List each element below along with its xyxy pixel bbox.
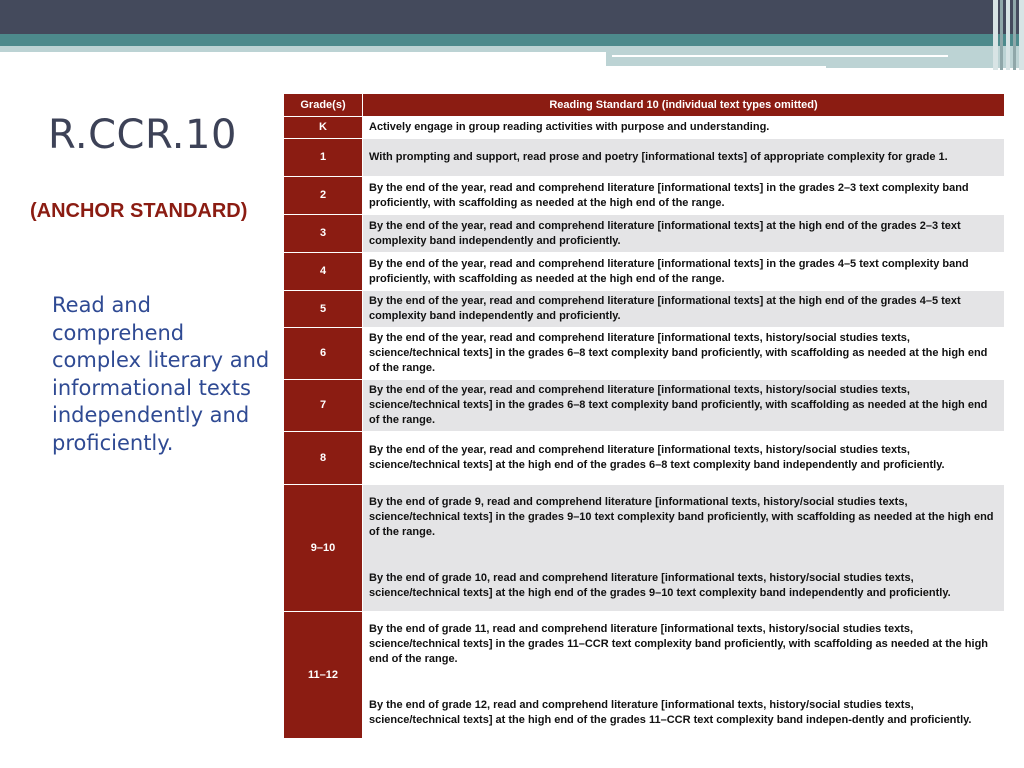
slide-title: R.CCR.10 bbox=[48, 112, 237, 158]
standard-text: By the end of grade 10, read and comprehend literature [informational texts, history/social studies texts, science/technical texts] at the high end of the grades 9–10 text complexity band independently and proficiently. bbox=[369, 572, 951, 599]
standard-text: By the end of the year, read and comprehend literature [informational texts] at the high end of the grades 2–3 text complexity band independently and proficiently. bbox=[369, 219, 961, 247]
banner-accent-line bbox=[606, 66, 826, 68]
anchor-standard-text: Read and comprehend complex literary and informational texts independently and proficiently. bbox=[52, 293, 270, 455]
standard-cell bbox=[363, 485, 1005, 612]
table-row bbox=[284, 432, 1005, 485]
table-row bbox=[284, 291, 1005, 328]
grade-cell: 7 bbox=[284, 380, 363, 432]
standard-cell bbox=[363, 253, 1005, 291]
standard-text: Actively engage in group reading activities with purpose and understanding. bbox=[369, 121, 770, 133]
standard-cell bbox=[363, 291, 1005, 328]
table-row bbox=[284, 139, 1005, 177]
standard-text: By the end of the year, read and comprehend literature [informational texts] in the grades 4–5 text complexity band proficiently, with scaffolding as needed at the high end of the range. bbox=[369, 257, 969, 285]
table-row bbox=[284, 612, 1005, 739]
standard-text: By the end of grade 12, read and comprehend literature [informational texts, history/social studies texts, science/technical texts] at the high end of the grades 11–CCR text complexity band indepen-dently and proficiently. bbox=[369, 699, 972, 726]
table-row bbox=[284, 177, 1005, 215]
standard-text: By the end of the year, read and comprehend literature [informational texts] at the high end of the grades 4–5 text complexity band independently and proficiently. bbox=[369, 295, 961, 322]
standard-text: By the end of grade 11, read and comprehend literature [informational texts, history/social studies texts, science/technical texts] in the grades 11–CCR text complexity band proficiently, with scaffolding as needed at the high end of the range. bbox=[369, 623, 989, 665]
banner-vertical-stripe bbox=[1000, 0, 1003, 70]
table-header-row bbox=[284, 94, 1005, 117]
banner-vertical-stripe bbox=[1019, 0, 1024, 70]
table-row bbox=[284, 380, 1005, 432]
table-row bbox=[284, 485, 1005, 612]
grade-cell: 11–12 bbox=[284, 612, 363, 739]
header-grades: Grade(s) bbox=[284, 94, 363, 117]
header-standard: Reading Standard 10 (individual text types omitted) bbox=[363, 94, 1005, 117]
table-row bbox=[284, 215, 1005, 253]
top-banner-teal bbox=[0, 34, 1024, 46]
table-row bbox=[284, 253, 1005, 291]
top-banner-dark bbox=[0, 0, 1024, 34]
grade-cell: 5 bbox=[284, 291, 363, 328]
banner-vertical-stripe bbox=[1006, 0, 1010, 70]
standard-text: By the end of the year, read and comprehend literature [informational texts, history/social studies texts, science/technical texts] in the grades 6–8 text complexity band proficiently, with scaffolding as needed at the high end of the range. bbox=[369, 332, 988, 374]
banner-vertical-stripe bbox=[1013, 0, 1016, 70]
standard-cell bbox=[363, 328, 1005, 380]
standard-cell bbox=[363, 612, 1005, 739]
standard-text: By the end of grade 9, read and comprehend literature [informational texts, history/social studies texts, science/technical texts] in the grades 9–10 text complexity band proficiently, with scaffolding as needed at the high end of the range. bbox=[369, 496, 994, 538]
grade-cell: 4 bbox=[284, 253, 363, 291]
standard-text: By the end of the year, read and comprehend literature [informational texts] in the grades 2–3 text complexity band proficiently, with scaffolding as needed at the high end of the range. bbox=[369, 181, 969, 209]
standard-cell bbox=[363, 139, 1005, 177]
grade-cell: 2 bbox=[284, 177, 363, 215]
standard-text: With prompting and support, read prose and poetry [informational texts] of appropriate complexity for grade 1. bbox=[369, 151, 948, 163]
grade-cell: K bbox=[284, 117, 363, 139]
banner-accent-line bbox=[612, 55, 948, 57]
standard-cell bbox=[363, 215, 1005, 253]
table-row bbox=[284, 117, 1005, 139]
banner-vertical-stripe bbox=[993, 0, 998, 70]
grade-cell: 9–10 bbox=[284, 485, 363, 612]
standard-cell bbox=[363, 432, 1005, 485]
standard-cell bbox=[363, 117, 1005, 139]
standard-cell bbox=[363, 380, 1005, 432]
slide-subtitle: (ANCHOR STANDARD) bbox=[30, 200, 248, 222]
standard-cell bbox=[363, 177, 1005, 215]
table-row bbox=[284, 328, 1005, 380]
reading-standard-table bbox=[283, 93, 1005, 739]
standard-text: By the end of the year, read and comprehend literature [informational texts, history/social studies texts, science/technical texts] in the grades 6–8 text complexity band proficiently, with scaffolding as needed at the high end of the range. bbox=[369, 384, 988, 426]
grade-cell: 1 bbox=[284, 139, 363, 177]
grade-cell: 3 bbox=[284, 215, 363, 253]
standard-text: By the end of the year, read and comprehend literature [informational texts, history/social studies texts, science/technical texts] at the high end of the grades 6–8 text complexity band independently and proficiently. bbox=[369, 444, 945, 471]
grade-cell: 6 bbox=[284, 328, 363, 380]
grade-cell: 8 bbox=[284, 432, 363, 485]
